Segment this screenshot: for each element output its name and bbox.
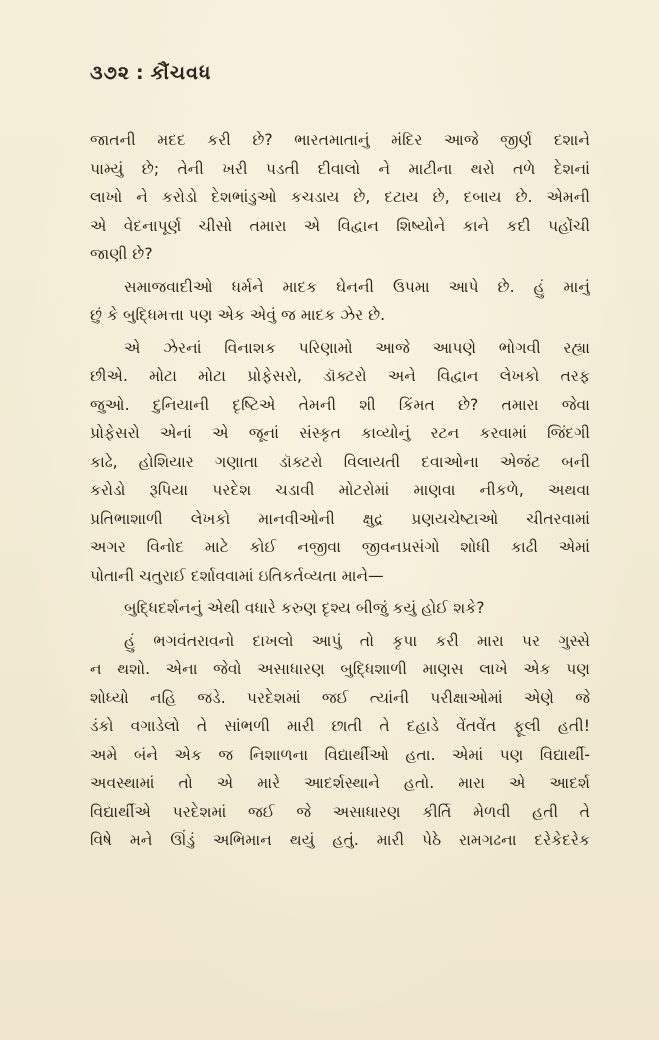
body-text bbox=[90, 126, 590, 855]
text-line: અમે બંને એક જ નિશાળના વિદ્યાર્થીઓ હતા. એમાં પણ વિદ્યાર્થી- bbox=[90, 745, 590, 764]
header-separator: : bbox=[136, 62, 145, 84]
chapter-title: કૌંચવધ bbox=[150, 62, 212, 84]
text-line: ન થશો. એના જેવો અસાધારણ બુદ્ધિશાળી માણસ લાખે એક પણ bbox=[90, 660, 590, 678]
text-line: જાણી છે? bbox=[90, 245, 153, 263]
text-line: ડંકો વગાડેલો તે સાંભળી મારી છાતી તે દહાડે વેંતવેંત ફૂલી હતી! bbox=[90, 717, 590, 735]
running-header bbox=[90, 62, 211, 84]
text-line: એ ઝેરનાં વિનાશક પરિણામો આજે આપણે ભોગવી રહ્યા bbox=[124, 338, 590, 357]
text-line: પોતાની ચતુરાઈ દર્શાવવામાં ઇતિકર્તવ્યતા માને— bbox=[90, 566, 384, 585]
text-line: કાઢે, હોશિયાર ગણાતા ડૉક્ટરો વિલાયતી દવાઓના એજંટ બની bbox=[90, 452, 590, 471]
paragraph bbox=[90, 594, 590, 623]
text-line: પામ્યું છે; તેની ખરી પડતી દીવાલો ને માટીના થરો તળે દેશનાં bbox=[90, 159, 590, 178]
page-number: ૩૭૨ bbox=[90, 62, 131, 84]
text-line: એ વેદનાપૂર્ણ ચીસો તમારા એ વિદ્વાન શિષ્યોને કાને કદી પહોંચી bbox=[90, 216, 590, 235]
text-line: પ્રોફેસરો એનાં એ જૂનાં સંસ્કૃત કાવ્યોનું રટન કરવામાં જિંદગી bbox=[90, 424, 590, 442]
text-line: લાખો ને કરોડો દેશભાંડુઓ કચડાય છે, દટાય છે, દબાય છે. એમની bbox=[90, 188, 590, 206]
text-line: છીએ. મોટા મોટા પ્રોફેસરો, ડૉક્ટરો અને વિદ્વાન લેખકો તરફ bbox=[90, 367, 590, 385]
text-line: અવસ્થામાં તો એ મારે આદર્શસ્થાને હતો. મારા એ આદર્શ bbox=[90, 774, 590, 792]
text-line: કરોડો રૂપિયા પરદેશ ચડાવી મોટરોમાં માણવા નીકળે, અથવા bbox=[90, 481, 590, 499]
paragraph bbox=[90, 273, 590, 330]
text-line: શોધ્યો નહિ જડે. પરદેશમાં જઈ ત્યાંની પરીક્ષાઓમાં એણે જે bbox=[90, 688, 590, 707]
paragraph bbox=[90, 627, 590, 855]
text-line: હું ભગવંતરાવનો દાખલો આપું તો કૃપા કરી મારા પર ગુસ્સે bbox=[124, 631, 590, 650]
text-line: વિદ્યાર્થીએ પરદેશમાં જઈ જે અસાધારણ કીર્તિ મેળવી હતી તે bbox=[90, 802, 590, 821]
text-line: જાતની મદદ કરી છે? ભારતમાતાનું મંદિર આજે જીર્ણ દશાને bbox=[90, 131, 590, 149]
paragraph bbox=[90, 334, 590, 591]
text-line: જુઓ. દુનિયાની દૃષ્ટિએ તેમની શી કિંમત છે? તમારા જેવા bbox=[90, 395, 590, 414]
text-line: અગર વિનોદ માટે કોઈ નજીવા જીવનપ્રસંગો શોધી કાઢી એમાં bbox=[90, 538, 590, 556]
text-line: સમાજવાદીઓ ધર્મને માદક ઘેનની ઉપમા આપે છે. હું માનું bbox=[124, 277, 590, 296]
text-line: બુદ્ધિદર્શનનું એથી વધારે કરુણ દૃશ્ય બીજું કયું હોઈ શકે? bbox=[124, 599, 485, 617]
text-line: વિષે મને ઊંડું અભિમાન થયું હતું. મારી પેઠે રામગઢના દરેકેદરેક bbox=[90, 831, 590, 849]
paragraph bbox=[90, 126, 590, 269]
text-line: પ્રતિભાશાળી લેખકો માનવીઓની ક્ષુદ્ર પ્રણયચેષ્ટાઓ ચીતરવામાં bbox=[90, 509, 590, 528]
text-line: છું કે બુદ્ધિમત્તા પણ એક એવું જ માદક ઝેર છે. bbox=[90, 306, 386, 324]
